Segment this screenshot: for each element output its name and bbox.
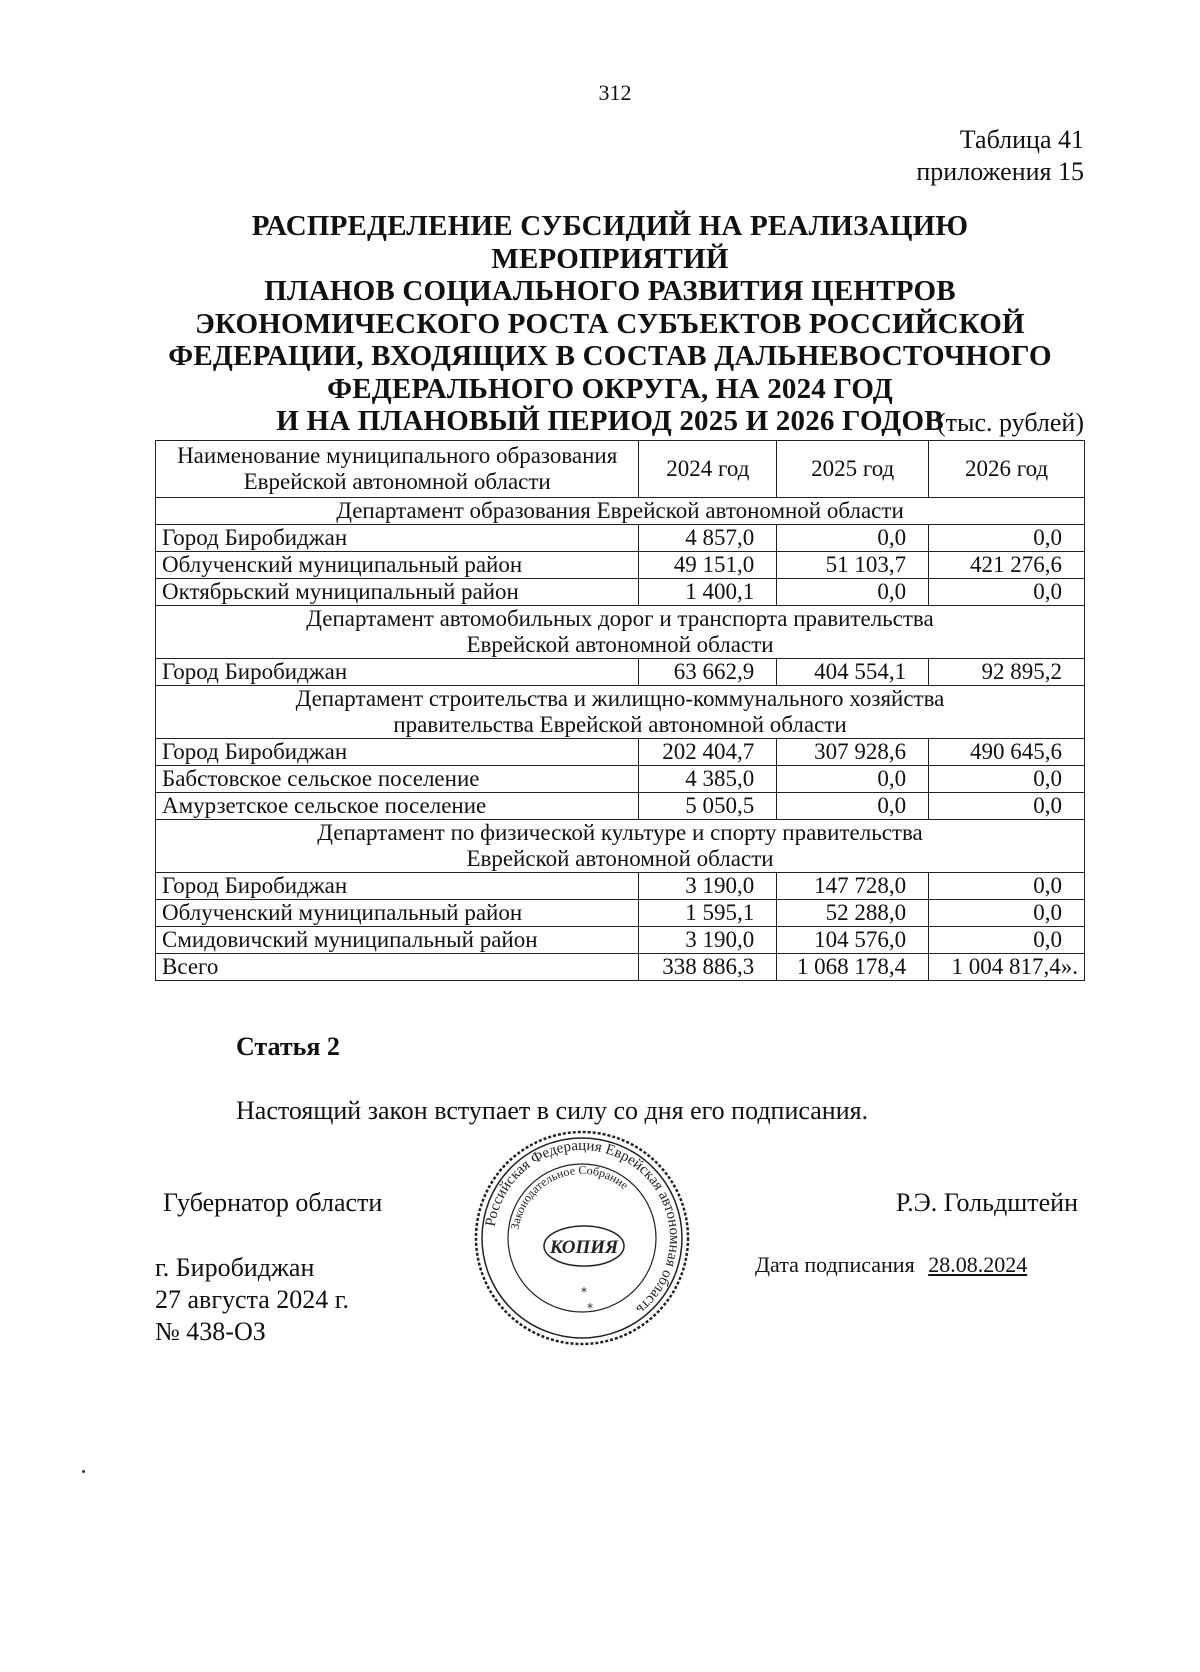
municipality-name: Город Биробиджан bbox=[156, 659, 639, 686]
municipality-name: Облученский муниципальный район bbox=[156, 552, 639, 579]
header-municipality bbox=[156, 441, 639, 498]
value-2025: 0,0 bbox=[777, 766, 929, 793]
units-label: (тыс. рублей) bbox=[936, 408, 1084, 437]
subsidies-table bbox=[155, 440, 1085, 981]
header-2025: 2025 год bbox=[777, 441, 929, 498]
signing-date-block bbox=[755, 1252, 1027, 1278]
municipality-name: Облученский муниципальный район bbox=[156, 900, 639, 927]
value-2026: 0,0 bbox=[929, 766, 1085, 793]
municipality-name: Амурзетское сельское поселение bbox=[156, 793, 639, 820]
signing-date: 28.08.2024 bbox=[928, 1252, 1028, 1277]
value-2025: 0,0 bbox=[777, 579, 929, 606]
title-line: РАСПРЕДЕЛЕНИЕ СУБСИДИЙ НА РЕАЛИЗАЦИЮ МЕРОПРИЯТИЙ bbox=[251, 210, 969, 275]
value-2025: 147 728,0 bbox=[777, 873, 929, 900]
table-header-row bbox=[156, 441, 1085, 498]
total-row bbox=[156, 954, 1085, 981]
stamp-inner-text: Законодательное Собрание bbox=[507, 1162, 632, 1231]
department-name bbox=[156, 606, 1085, 659]
table-row bbox=[156, 927, 1085, 954]
department-name-line1: Департамент по физической культуре и спорту правительства bbox=[317, 820, 923, 845]
page-number: 312 bbox=[598, 80, 632, 105]
total-2026: 1 004 817,4». bbox=[929, 954, 1085, 981]
municipality-name: Октябрьский муниципальный район bbox=[156, 579, 639, 606]
article-text: Настоящий закон вступает в силу со дня его подписания. bbox=[236, 1096, 869, 1125]
appendix-number: приложения 15 bbox=[916, 157, 1084, 186]
department-name bbox=[156, 498, 1085, 525]
value-2025: 104 576,0 bbox=[777, 927, 929, 954]
table-row bbox=[156, 552, 1085, 579]
total-label: Всего bbox=[156, 954, 639, 981]
scan-artifact-dot bbox=[82, 1470, 85, 1473]
table-row bbox=[156, 525, 1085, 552]
document-title bbox=[150, 210, 1070, 438]
stamp-center-text: КОПИЯ bbox=[549, 1237, 619, 1258]
municipality-name: Бабстовское сельское поселение bbox=[156, 766, 639, 793]
value-2026: 421 276,6 bbox=[929, 552, 1085, 579]
department-name-line2: Еврейской автономной области bbox=[466, 632, 774, 657]
value-2026: 490 645,6 bbox=[929, 739, 1085, 766]
value-2024: 3 190,0 bbox=[639, 927, 777, 954]
value-2024: 1 595,1 bbox=[639, 900, 777, 927]
signing-place-block bbox=[155, 1252, 349, 1348]
value-2026: 0,0 bbox=[929, 900, 1085, 927]
table-number: Таблица 41 bbox=[959, 125, 1084, 154]
municipality-name: Город Биробиджан bbox=[156, 873, 639, 900]
value-2026: 0,0 bbox=[929, 873, 1085, 900]
header-municipality-line1: Наименование муниципального образования bbox=[177, 443, 618, 468]
governor-label: Губернатор области bbox=[163, 1188, 383, 1217]
value-2025: 51 103,7 bbox=[777, 552, 929, 579]
value-2024: 49 151,0 bbox=[639, 552, 777, 579]
value-2025: 307 928,6 bbox=[777, 739, 929, 766]
table-row bbox=[156, 579, 1085, 606]
table-row bbox=[156, 873, 1085, 900]
table-row bbox=[156, 766, 1085, 793]
value-2024: 5 050,5 bbox=[639, 793, 777, 820]
law-date: 27 августа 2024 г. bbox=[155, 1285, 349, 1314]
department-name-line2: правительства Еврейской автономной области bbox=[393, 712, 847, 737]
value-2025: 52 288,0 bbox=[777, 900, 929, 927]
value-2025: 404 554,1 bbox=[777, 659, 929, 686]
stamp-star-icon: * bbox=[587, 1301, 593, 1315]
title-line: И НА ПЛАНОВЫЙ ПЕРИОД 2025 И 2026 ГОДОВ bbox=[276, 405, 944, 437]
law-number: № 438-ОЗ bbox=[155, 1317, 266, 1346]
article-heading: Статья 2 bbox=[236, 1032, 340, 1061]
signing-date-label: Дата подписания bbox=[755, 1252, 915, 1277]
title-line: ЭКОНОМИЧЕСКОГО РОСТА СУБЪЕКТОВ РОССИЙСКОЙ bbox=[195, 307, 1025, 340]
header-2026: 2026 год bbox=[929, 441, 1085, 498]
signer-name: Р.Э. Гольдштейн bbox=[895, 1188, 1078, 1217]
municipality-name: Смидовичский муниципальный район bbox=[156, 927, 639, 954]
department-row bbox=[156, 820, 1085, 873]
value-2024: 3 190,0 bbox=[639, 873, 777, 900]
copy-stamp bbox=[472, 1128, 692, 1348]
department-row bbox=[156, 686, 1085, 739]
value-2026: 92 895,2 bbox=[929, 659, 1085, 686]
value-2026: 0,0 bbox=[929, 579, 1085, 606]
header-2024: 2024 год bbox=[639, 441, 777, 498]
value-2024: 1 400,1 bbox=[639, 579, 777, 606]
stamp-star-icon: * bbox=[581, 1285, 587, 1299]
title-line: ФЕДЕРАЛЬНОГО ОКРУГА, НА 2024 ГОД bbox=[327, 372, 893, 405]
table-row bbox=[156, 739, 1085, 766]
municipality-name: Город Биробиджан bbox=[156, 525, 639, 552]
stamp-outer-text: Российская Федерация Еврейская автономная область bbox=[482, 1137, 683, 1318]
value-2026: 0,0 bbox=[929, 525, 1085, 552]
department-name bbox=[156, 820, 1085, 873]
value-2025: 0,0 bbox=[777, 793, 929, 820]
value-2026: 0,0 bbox=[929, 927, 1085, 954]
department-name-line1: Департамент строительства и жилищно-коммунального хозяйства bbox=[295, 686, 945, 711]
department-name-line2: Еврейской автономной области bbox=[466, 846, 774, 871]
department-name-line1: Департамент автомобильных дорог и транспорта правительства bbox=[306, 606, 934, 631]
department-row bbox=[156, 498, 1085, 525]
table-row bbox=[156, 659, 1085, 686]
table-row bbox=[156, 900, 1085, 927]
value-2024: 202 404,7 bbox=[639, 739, 777, 766]
value-2024: 4 857,0 bbox=[639, 525, 777, 552]
department-name bbox=[156, 686, 1085, 739]
table-row bbox=[156, 793, 1085, 820]
title-line: ФЕДЕРАЦИИ, ВХОДЯЩИХ В СОСТАВ ДАЛЬНЕВОСТОЧНОГО bbox=[168, 340, 1052, 372]
table-reference bbox=[916, 124, 1084, 188]
value-2024: 63 662,9 bbox=[639, 659, 777, 686]
total-2025: 1 068 178,4 bbox=[777, 954, 929, 981]
value-2025: 0,0 bbox=[777, 525, 929, 552]
value-2026: 0,0 bbox=[929, 793, 1085, 820]
department-row bbox=[156, 606, 1085, 659]
total-2024: 338 886,3 bbox=[639, 954, 777, 981]
municipality-name: Город Биробиджан bbox=[156, 739, 639, 766]
city: г. Биробиджан bbox=[155, 1253, 315, 1282]
department-name-line1: Департамент образования Еврейской автономной области bbox=[336, 498, 904, 523]
header-municipality-line2: Еврейской автономной области bbox=[243, 469, 551, 494]
value-2024: 4 385,0 bbox=[639, 766, 777, 793]
title-line: ПЛАНОВ СОЦИАЛЬНОГО РАЗВИТИЯ ЦЕНТРОВ bbox=[264, 275, 956, 307]
